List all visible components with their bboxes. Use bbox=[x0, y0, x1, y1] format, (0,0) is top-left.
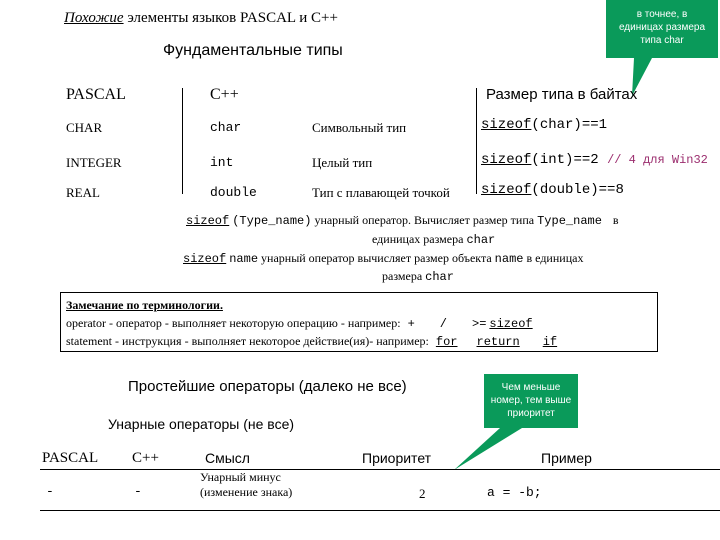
types-table-divider bbox=[182, 88, 183, 194]
operators-row-priority: 2 bbox=[419, 486, 426, 501]
types-row-cpp: int bbox=[210, 155, 234, 170]
callout-bottom-line: номер, тем выше bbox=[490, 395, 572, 406]
callout-bottom bbox=[484, 381, 578, 420]
types-row-pascal: INTEGER bbox=[66, 155, 122, 170]
sizeof-desc: унарный оператор вычисляет размер объекта bbox=[261, 251, 492, 265]
operator-sizeof: sizeof bbox=[489, 317, 533, 331]
operators-subtitle: Унарные операторы (не все) bbox=[108, 416, 295, 432]
sizeof-desc-end: в единицах bbox=[526, 251, 584, 265]
sizeof-eq: ==2 bbox=[573, 152, 599, 168]
operators-header-example: Пример bbox=[541, 450, 592, 466]
sizeof-arg: (int) bbox=[531, 152, 574, 168]
meaning-line: Унарный минус bbox=[200, 470, 281, 484]
operators-row-meaning bbox=[200, 470, 292, 500]
types-table-divider bbox=[476, 88, 477, 194]
sizeof-eq: ==1 bbox=[581, 117, 608, 133]
types-row-cpp: char bbox=[210, 120, 242, 135]
sizeof-keyword: sizeof bbox=[481, 152, 532, 168]
title-rest: элементы языков PASCAL и С++ bbox=[127, 10, 338, 26]
statement-if: if bbox=[542, 335, 558, 349]
sizeof-arg: (char) bbox=[531, 117, 582, 133]
sizeof-keyword: sizeof bbox=[183, 252, 227, 266]
types-row-pascal: CHAR bbox=[66, 120, 103, 135]
callout-top-line: единицах размера bbox=[618, 22, 706, 33]
page-title bbox=[64, 10, 338, 27]
section-title-types: Фундаментальные типы bbox=[163, 42, 343, 59]
operators-row-example: a = -b; bbox=[487, 485, 542, 500]
sizeof-note-line bbox=[372, 232, 495, 247]
sizeof-desc: единицах размера bbox=[372, 232, 464, 246]
sizeof-keyword: sizeof bbox=[186, 214, 230, 228]
terminology-text: operator - оператор - выполняет некоторую операцию - например: bbox=[66, 316, 401, 330]
types-header-pascal: PASCAL bbox=[66, 86, 126, 103]
operators-table-rule bbox=[40, 510, 720, 511]
callout-top-line: типа char bbox=[640, 35, 684, 46]
sizeof-name: name bbox=[494, 252, 524, 266]
callout-top-line: в точнее, в bbox=[636, 9, 688, 20]
operators-row-cpp: - bbox=[134, 484, 142, 499]
sizeof-type: Type_name bbox=[537, 214, 602, 228]
sizeof-keyword: sizeof bbox=[481, 182, 532, 198]
title-underlined: Похожие bbox=[64, 10, 124, 26]
size-comment: // 4 для Win32 bbox=[607, 153, 708, 167]
sizeof-eq: ==8 bbox=[598, 182, 624, 198]
operator-slash: / bbox=[439, 317, 447, 331]
operators-title: Простейшие операторы (далеко не все) bbox=[128, 378, 407, 395]
sizeof-keyword: sizeof bbox=[481, 117, 532, 133]
sizeof-note-line bbox=[183, 251, 583, 266]
operators-table-rule bbox=[40, 469, 720, 470]
types-header-cpp: С++ bbox=[210, 86, 239, 103]
sizeof-desc-end: в bbox=[612, 213, 619, 227]
sizeof-name: name bbox=[229, 252, 259, 266]
types-row-cpp: double bbox=[210, 185, 257, 200]
callout-top bbox=[610, 8, 714, 47]
statement-return: return bbox=[476, 335, 520, 349]
types-row-pascal: REAL bbox=[66, 185, 100, 200]
terminology-text: statement - инструкция - выполняет некоторое действие(ия)- например: bbox=[66, 334, 429, 348]
types-row-desc: Символьный тип bbox=[312, 120, 407, 135]
types-row-size bbox=[481, 152, 708, 168]
callout-bottom-line: приоритет bbox=[507, 408, 555, 419]
operators-header-cpp: С++ bbox=[132, 450, 159, 466]
types-row-size bbox=[481, 117, 607, 133]
sizeof-note-line bbox=[186, 213, 619, 228]
types-row-desc: Тип с плавающей точкой bbox=[312, 185, 450, 200]
types-row-size bbox=[481, 182, 624, 198]
sizeof-arg: (double) bbox=[531, 182, 599, 198]
operators-header-pascal: PASCAL bbox=[42, 450, 99, 466]
sizeof-note-line bbox=[382, 269, 454, 284]
operators-header-meaning: Смысл bbox=[205, 450, 250, 466]
sizeof-desc: размера bbox=[382, 269, 423, 283]
types-header-size: Размер типа в байтах bbox=[486, 86, 638, 103]
terminology-line bbox=[66, 316, 533, 331]
terminology-line bbox=[66, 334, 557, 349]
terminology-title: Замечание по терминологии. bbox=[66, 298, 223, 312]
sizeof-arg: (Type_name) bbox=[232, 214, 312, 228]
meaning-line: (изменение знака) bbox=[200, 485, 293, 499]
operators-header-priority: Приоритет bbox=[362, 450, 432, 466]
operators-row-pascal: - bbox=[46, 484, 54, 499]
sizeof-desc: унарный оператор. Вычисляет размер типа bbox=[314, 213, 535, 227]
sizeof-char: char bbox=[466, 233, 496, 247]
sizeof-char: char bbox=[425, 270, 454, 284]
operator-plus: + bbox=[407, 317, 415, 331]
operator-ge: >= bbox=[472, 317, 487, 331]
callout-bottom-line: Чем меньше bbox=[501, 382, 561, 393]
types-row-desc: Целый тип bbox=[312, 155, 373, 170]
statement-for: for bbox=[435, 335, 458, 349]
